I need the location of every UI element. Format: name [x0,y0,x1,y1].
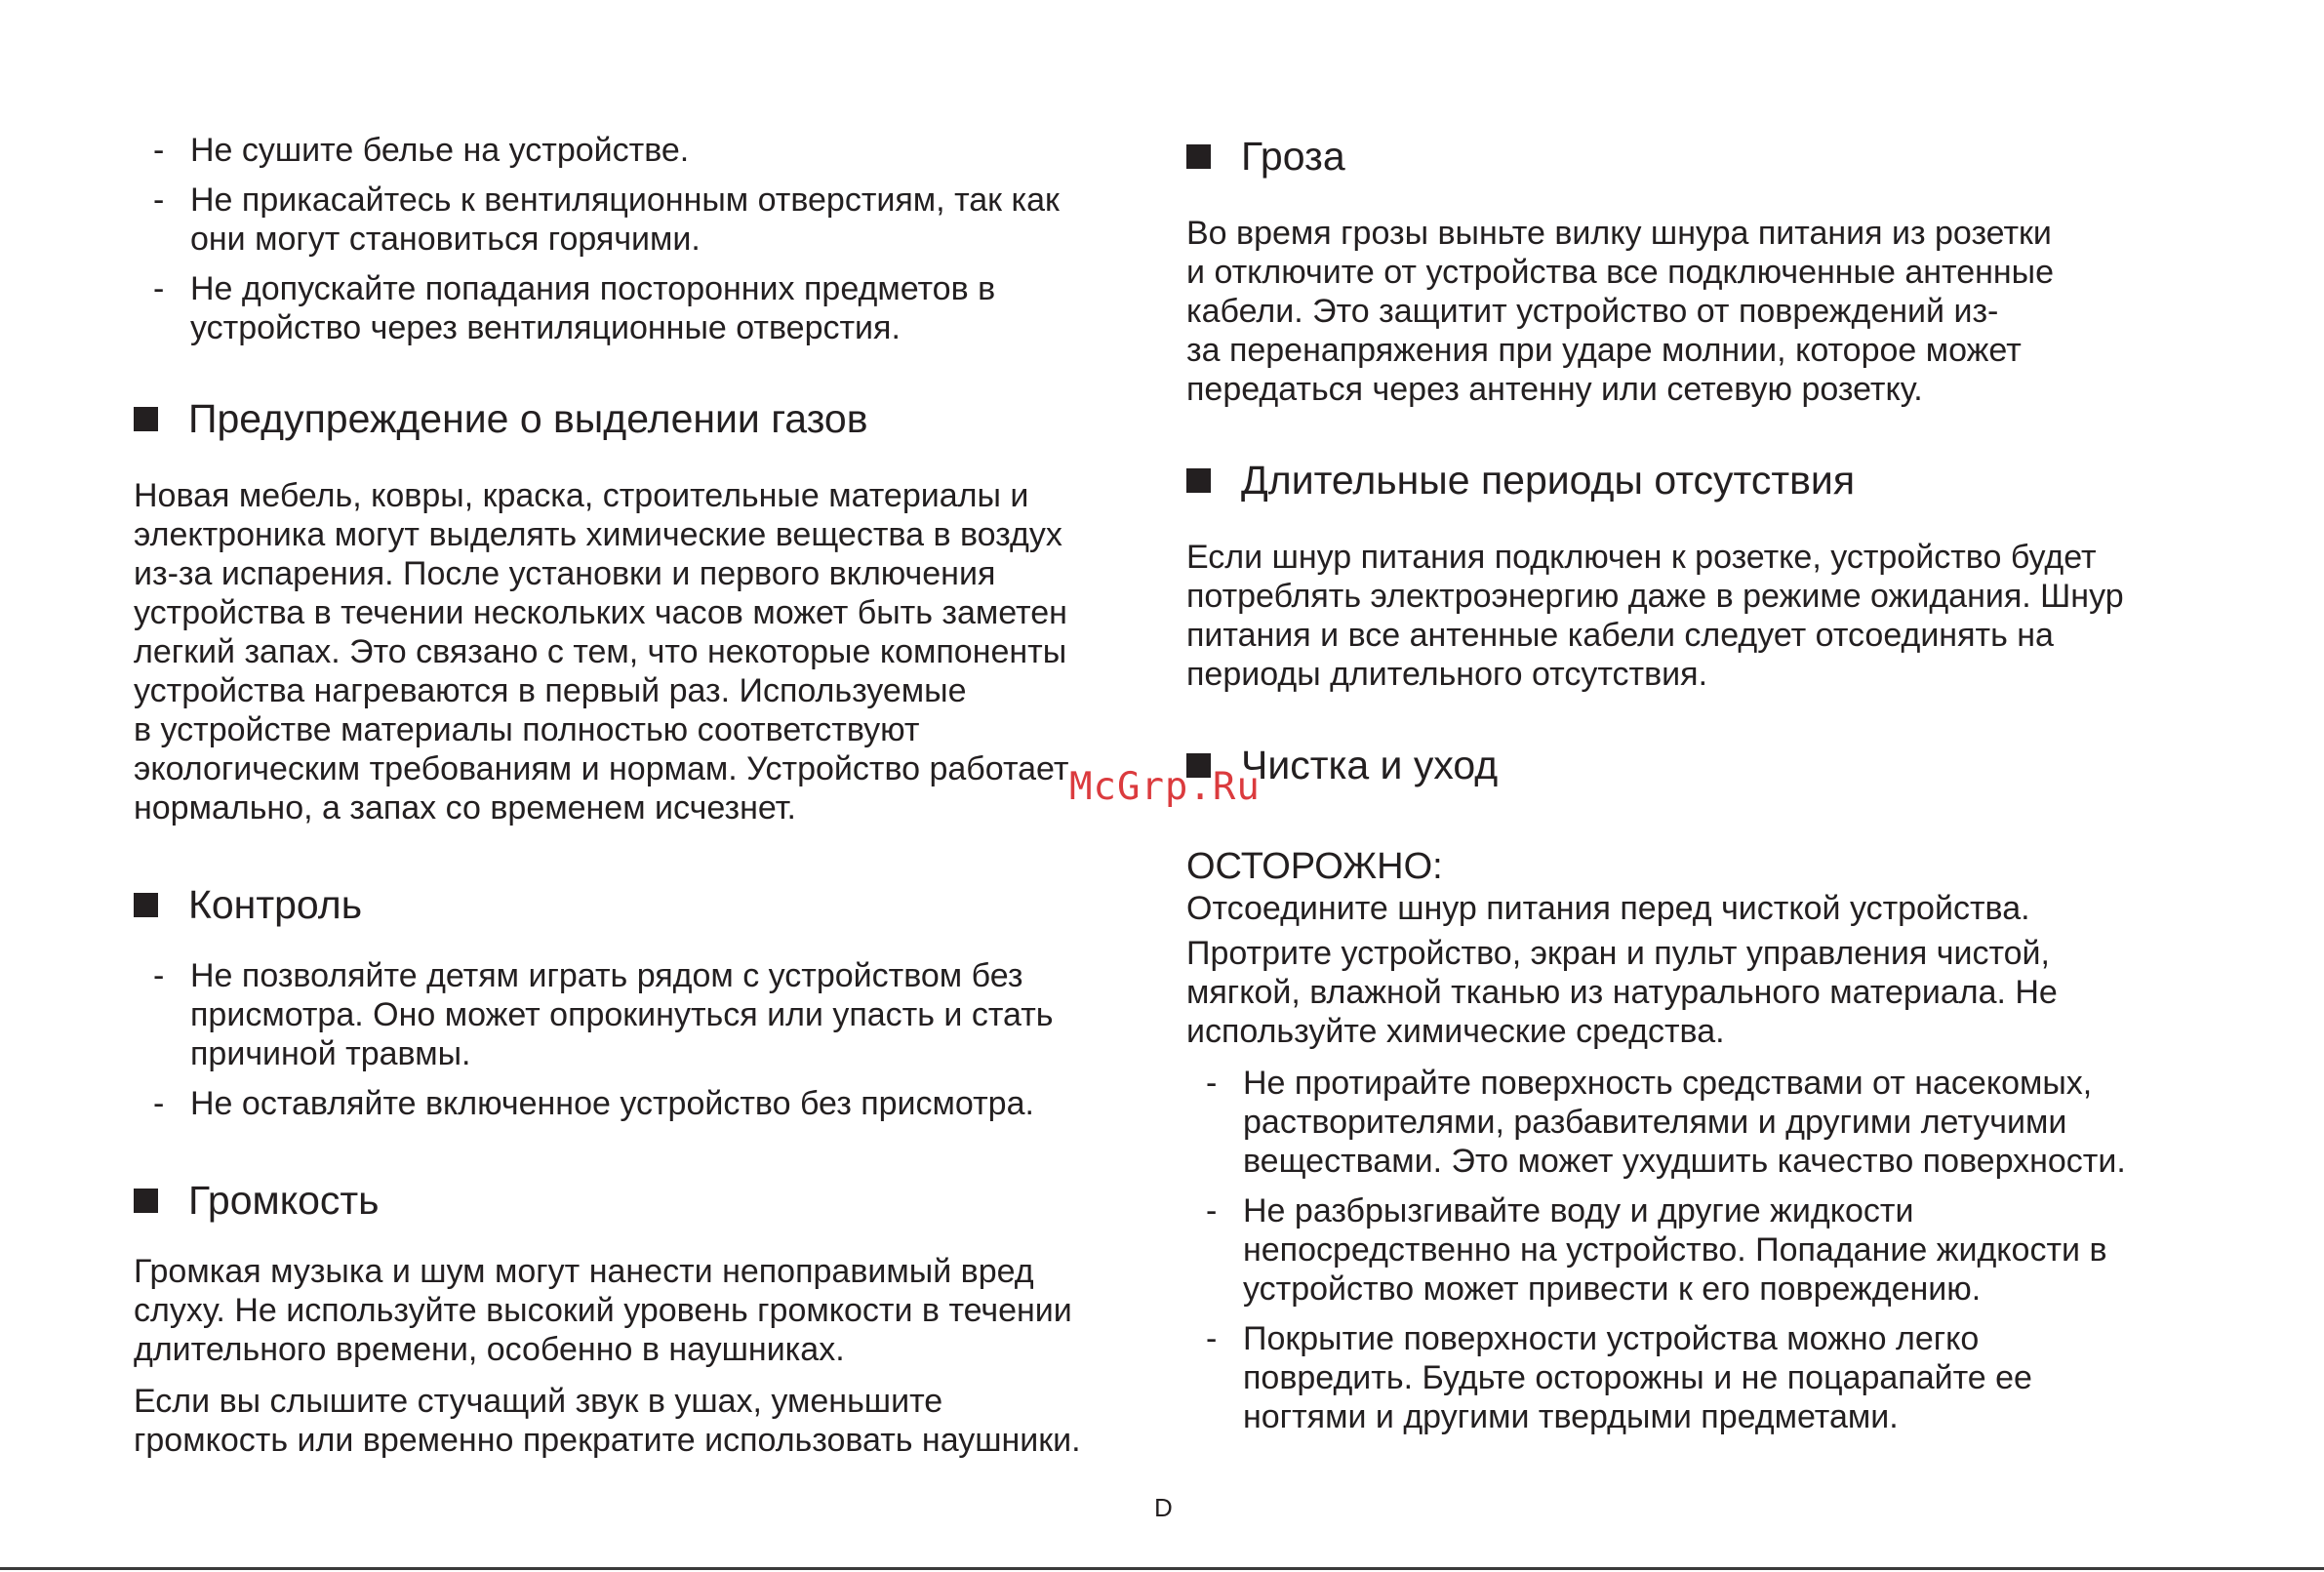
gas-paragraph: Новая мебель, ковры, краска, строительные материалы и электроника могут выделять химические вещества в воздух из-за испарения. После установки и первого включения устройства в течении нескольких часов может быть заметен легкий запах. Это связано с тем, что некоторые компоненты устройства нагреваются в первый раз. Используемые в устройстве материалы полностью соответствуют экологическим требованиям и нормам. Устройство работает нормально, а запах со временем исчезнет. [134,477,1069,826]
cleaning-paragraph: Протрите устройство, экран и пульт управления чистой, мягкой, влажной тканью из натурального материала. Не используйте химические средства. [1186,935,2058,1050]
square-bullet-icon [1186,144,1211,169]
volume-paragraph-2: Если вы слышите стучащий звук в ушах, уменьшите громкость или временно прекратите использовать наушники. [134,1383,1081,1459]
caution-title: ОСТОРОЖНО: [1186,846,1443,887]
square-bullet-icon [134,1189,158,1213]
list-item-text: Не допускайте попадания посторонних предметов в устройство через вентиляционные отверстия. [190,270,996,346]
gas-heading [134,395,868,442]
list-item [134,1084,1053,1123]
heading-text: Предупреждение о выделении газов [188,396,868,441]
heading-text: Гроза [1241,134,1345,179]
list-item [134,269,1060,347]
storm-heading [1186,133,1345,180]
bullet-dash: - [153,957,165,994]
control-heading [134,881,362,928]
list-item-text: Не разбрызгивайте воду и другие жидкости непосредственно на устройство. Попадание жидкости в устройство может привести к его повреждению. [1243,1192,2107,1308]
list-item [1186,1191,2126,1309]
square-bullet-icon [134,893,158,917]
list-item-text: Не протирайте поверхность средствами от насекомых, растворителями, разбавителями и другими летучими веществами. Это может ухудшить качество поверхности. [1243,1065,2126,1180]
page-number: D [1154,1493,1173,1522]
list-item [1186,1064,2126,1181]
list-item-text: Покрытие поверхности устройства можно легко повредить. Будьте осторожны и не поцарапайте ее ногтями и другими твердыми предметами. [1243,1320,2032,1435]
square-bullet-icon [134,407,158,431]
list-item-text: Не позволяйте детям играть рядом с устройством без присмотра. Оно может опрокинуться или упасть и стать причиной травмы. [190,957,1054,1072]
heading-text: Громкость [188,1178,380,1223]
top-warning-list [134,131,1060,358]
volume-heading [134,1177,380,1224]
heading-text: Длительные периоды отсутствия [1241,458,1856,503]
list-item-text: Не сушите белье на устройстве. [190,132,690,169]
absence-heading [1186,457,1855,504]
bullet-dash: - [153,181,165,219]
bullet-dash: - [1206,1065,1218,1102]
absence-paragraph: Если шнур питания подключен к розетке, устройство будет потреблять электроэнергию даже в режиме ожидания. Шнур питания и все антенные кабели следует отсоединять на периоды длительного отсутствия. [1186,539,2124,693]
volume-paragraph-1: Громкая музыка и шум могут нанести непоправимый вред слуху. Не используйте высокий уровень громкости в течении длительного времени, особенно в наушниках. [134,1253,1072,1368]
control-list [134,956,1053,1134]
storm-paragraph: Во время грозы выньте вилку шнура питания из розетки и отключите от устройства все подключенные антенные кабели. Это защитит устройство от повреждений из- за перенапряжения при ударе молнии, которое может передаться через антенну или сетевую розетку. [1186,215,2055,408]
bullet-dash: - [1206,1320,1218,1357]
list-item-text: Не прикасайтесь к вентиляционным отверстиям, так как они могут становиться горячими. [190,181,1060,258]
list-item [134,181,1060,259]
watermark: McGrp.Ru [1069,765,1261,809]
list-item-text: Не оставляйте включенное устройство без присмотра. [190,1085,1034,1122]
bullet-dash: - [153,132,165,169]
cleaning-list [1186,1064,2126,1447]
square-bullet-icon [1186,468,1211,493]
list-item [1186,1319,2126,1436]
heading-text: Чистка и уход [1241,743,1499,787]
bullet-dash: - [1206,1192,1218,1229]
caution-text: Отсоедините шнур питания перед чисткой устройства. [1186,890,2030,927]
bottom-divider [0,1567,2324,1570]
bullet-dash: - [153,270,165,307]
bullet-dash: - [153,1085,165,1122]
list-item [134,956,1053,1073]
list-item [134,131,1060,170]
heading-text: Контроль [188,882,363,927]
